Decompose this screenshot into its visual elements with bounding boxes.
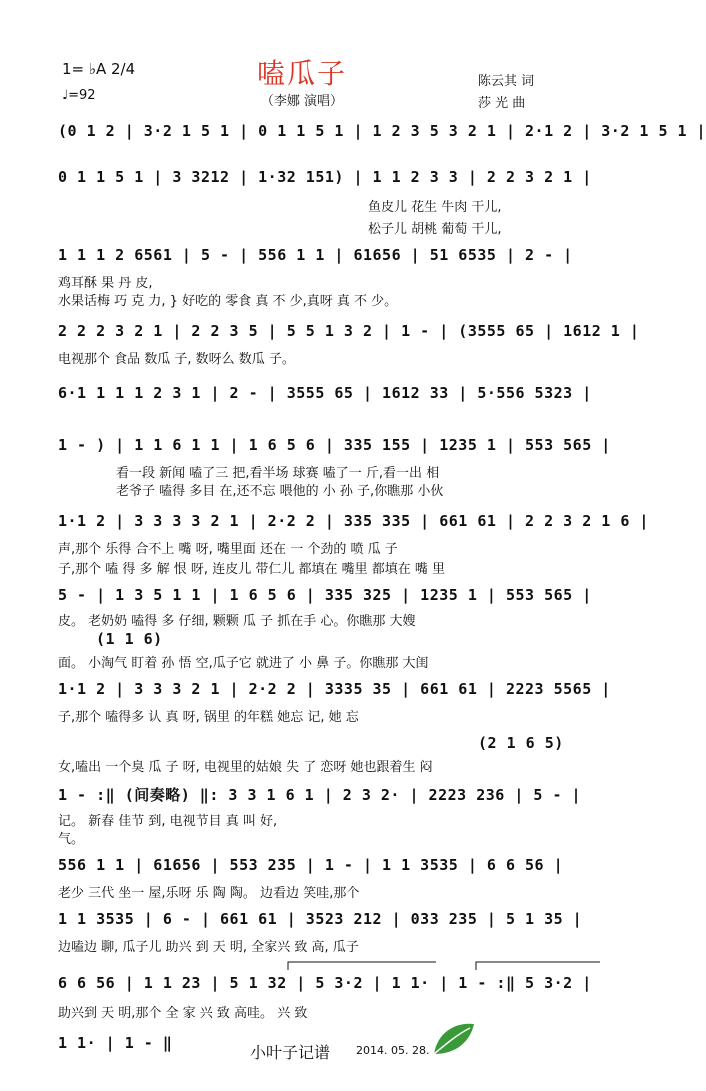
notation-row: 6 6 56 | 1 1 23 | 5 1 32 | 5 3·2 | 1 1· | 1 - :‖ 5 3·2 | bbox=[58, 974, 592, 992]
notation-row: 2 2 2 3 2 1 | 2 2 3 5 | 5 5 1 3 2 | 1 - | (3555 65 | 1612 1 | bbox=[58, 322, 640, 340]
volta-one bbox=[288, 962, 436, 970]
lyric-line: 看一段 新闻 嗑了三 把,看半场 球赛 嗑了一 斤,看一出 相 bbox=[116, 466, 440, 481]
volta-brackets bbox=[286, 958, 604, 972]
notation-row: 5 - | 1 3 5 1 1 | 1 6 5 6 | 335 325 | 1235 1 | 553 565 | bbox=[58, 586, 592, 604]
notation-row: 1·1 2 | 3 3 3 2 1 | 2·2 2 | 3335 35 | 661 61 | 2223 5565 | bbox=[58, 680, 611, 698]
lyric-line: 女,嗑出 一个臭 瓜 子 呀, 电视里的姑娘 失 了 恋呀 她也跟着生 闷 bbox=[58, 760, 433, 775]
lyric-line: 松子儿 胡桃 葡萄 干儿, bbox=[368, 222, 502, 237]
lyric-line: 皮。 老奶奶 嗑得 多 仔细, 颗颗 瓜 子 抓在手 心。你瞧那 大嫂 bbox=[58, 614, 416, 629]
notation-row: (1 1 6) bbox=[96, 630, 163, 648]
lyric-line: 老爷子 嗑得 多目 在,还不忘 喂他的 小 孙 子,你瞧那 小伙 bbox=[116, 484, 444, 499]
composer-credit: 莎 光 曲 bbox=[478, 96, 526, 111]
performer-line: （李娜 演唱） bbox=[260, 94, 344, 109]
transcriber-signature: 小叶子记谱 bbox=[250, 1043, 331, 1062]
notation-row: 1 - :‖ (间奏略) ‖: 3 3 1 6 1 | 2 3 2· | 2223 236 | 5 - | bbox=[58, 786, 582, 804]
key-signature: 1= ♭A 2/4 bbox=[62, 60, 136, 78]
lyric-line: 鸡耳酥 果 丹 皮, bbox=[58, 276, 153, 291]
lyric-line: 面。 小淘气 盯着 孙 悟 空,瓜子它 就进了 小 鼻 子。你瞧那 大闺 bbox=[58, 656, 429, 671]
notation-row: 1 1 3535 | 6 - | 661 61 | 3523 212 | 033 235 | 5 1 35 | bbox=[58, 910, 583, 928]
lyric-line: 老少 三代 坐一 屋,乐呀 乐 陶 陶。 边看边 笑哇,那个 bbox=[58, 886, 360, 901]
notation-row: 0 1 1 5 1 | 3 3212 | 1·32 151) | 1 1 2 3 3 | 2 2 3 2 1 | bbox=[58, 168, 592, 186]
lyric-line: 气。 bbox=[58, 832, 85, 847]
lyricist-credit: 陈云其 词 bbox=[478, 74, 535, 89]
lyric-line: 子,那个 嗑得多 认 真 呀, 锅里 的年糕 她忘 记, 她 忘 bbox=[58, 710, 359, 725]
notation-row: 1·1 2 | 3 3 3 3 2 1 | 2·2 2 | 335 335 | 661 61 | 2 2 3 2 1 6 | bbox=[58, 512, 649, 530]
notation-row: 6·1 1 1 1 2 3 1 | 2 - | 3555 65 | 1612 33 | 5·556 5323 | bbox=[58, 384, 592, 402]
lyric-line: 声,那个 乐得 合不上 嘴 呀, 嘴里面 还在 一 个劲的 喷 瓜 子 bbox=[58, 542, 398, 557]
volta-two bbox=[476, 962, 600, 970]
leaf-icon bbox=[430, 1020, 476, 1058]
lyric-line: 边嗑边 聊, 瓜子儿 助兴 到 天 明, 全家兴 致 高, 瓜子 bbox=[58, 940, 359, 955]
lyric-line: 子,那个 嗑 得 多 解 恨 呀, 连皮儿 带仁儿 都填在 嘴里 都填在 嘴 里 bbox=[58, 562, 445, 577]
transcription-date: 2014. 05. 28. bbox=[356, 1044, 430, 1057]
lyric-line: 助兴到 天 明,那个 全 家 兴 致 高哇。 兴 致 bbox=[58, 1006, 308, 1021]
notation-row: 556 1 1 | 61656 | 553 235 | 1 - | 1 1 3535 | 6 6 56 | bbox=[58, 856, 564, 874]
lyric-line: 电视那个 食品 数瓜 子, 数呀么 数瓜 子。 bbox=[58, 352, 295, 367]
notation-row: (2 1 6 5) bbox=[478, 734, 564, 752]
notation-row: (0 1 2 | 3·2 1 5 1 | 0 1 1 5 1 | 1 2 3 5 3 2 1 | 2·1 2 | 3·2 1 5 1 | bbox=[58, 122, 706, 140]
notation-row: 1 1· | 1 - ‖ bbox=[58, 1034, 173, 1052]
lyric-line: 鱼皮儿 花生 牛肉 干儿, bbox=[368, 200, 502, 215]
song-title: 嗑瓜子 bbox=[256, 57, 347, 90]
tempo-marking: ♩=92 bbox=[62, 88, 96, 103]
notation-row: 1 1 1 2 6561 | 5 - | 556 1 1 | 61656 | 51 6535 | 2 - | bbox=[58, 246, 573, 264]
notation-row: 1 - ) | 1 1 6 1 1 | 1 6 5 6 | 335 155 | 1235 1 | 553 565 | bbox=[58, 436, 611, 454]
lyric-line: 记。 新春 佳节 到, 电视节目 真 叫 好, bbox=[58, 814, 278, 829]
lyric-line: 水果话梅 巧 克 力, } 好吃的 零食 真 不 少,真呀 真 不 少。 bbox=[58, 294, 398, 309]
